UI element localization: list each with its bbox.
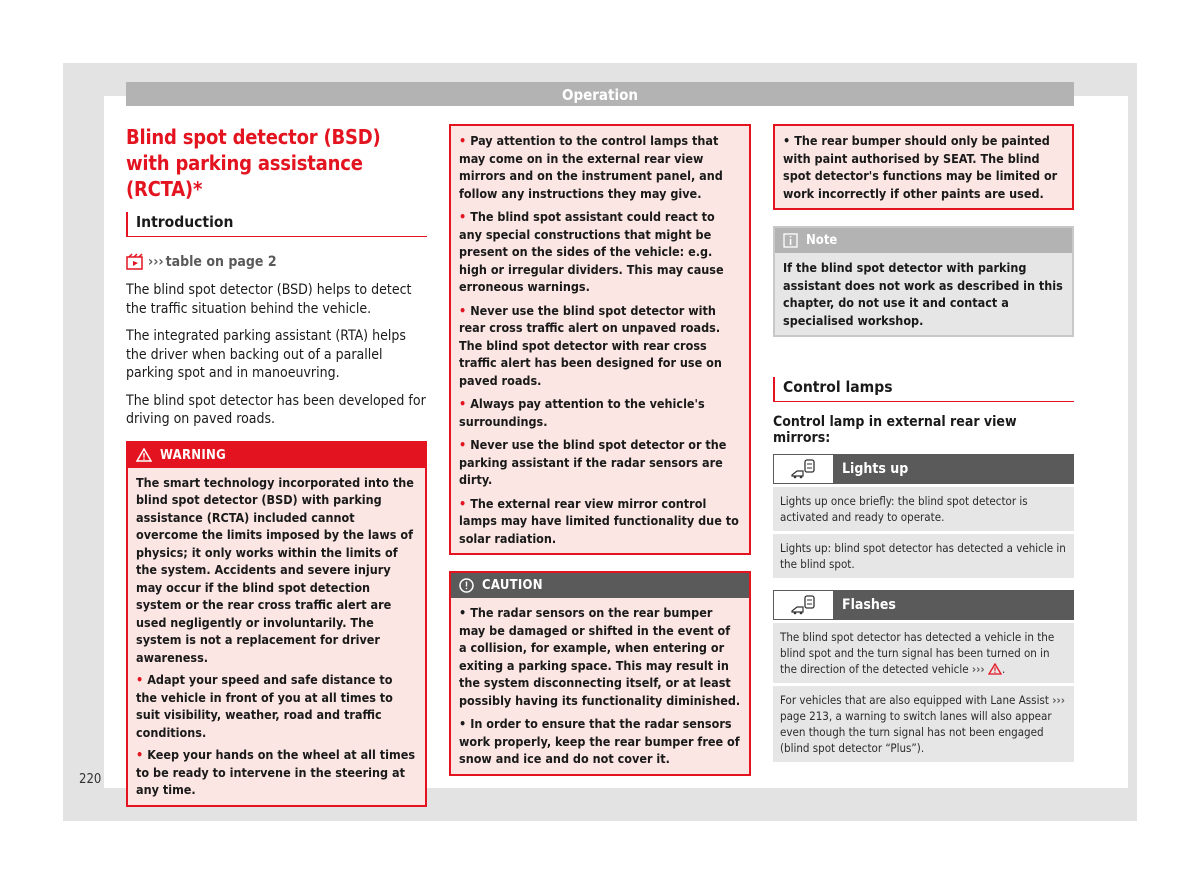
warning-bullet: • Pay attention to the control lamps that may come on in the external rear view mirrors and on the instrument panel, and follow any instructions they may give. — [459, 133, 723, 201]
intro-paragraph: The blind spot detector (BSD) helps to detect the traffic situation behind the vehicle. — [126, 282, 412, 317]
lamp-description: Lights up once briefly: the blind spot detector is activated and ready to operate. — [773, 487, 1074, 531]
warning-continuation-box — [449, 124, 751, 555]
section-heading-introduction: Introduction — [126, 212, 427, 237]
page-number: 220 — [79, 772, 102, 787]
lamp-description: For vehicles that are also equipped with Lane Assist ››› page 213, a warning to switch lanes will also appear even though the turn signal has not been engaged (blind spot detector “Plus”). — [773, 686, 1074, 762]
bullet-icon: • — [459, 495, 467, 511]
lamp-description: The blind spot detector has detected a vehicle in the blind spot and the turn signal has been turned on in the direction of the detected vehicle ››› . — [773, 623, 1074, 683]
caution-continuation-box — [773, 124, 1074, 210]
note-body: If the blind spot detector with parking assistant does not work as described in this chapter, do not use it and contact a specialised workshop. — [775, 253, 1072, 335]
table-reference-label: table on page 2 — [165, 254, 277, 270]
section-header: Operation — [126, 82, 1074, 106]
caution-circle-icon — [459, 578, 474, 593]
warning-label: WARNING — [160, 447, 227, 463]
bullet-icon: • — [459, 396, 467, 411]
warning-bullet: • Never use the blind spot detector with rear cross traffic alert on unpaved roads. The blind spot detector with rear cross traffic alert has been designed for use on paved roads. — [459, 302, 722, 388]
warning-bullet: • Always pay attention to the vehicle's surroundings. — [459, 396, 705, 429]
mirror-lamp-icon — [773, 590, 834, 620]
warning-header — [128, 443, 425, 468]
caution-header — [451, 573, 749, 598]
intro-paragraph: The integrated parking assistant (RTA) helps the driver when backing out of a parallel parking spot and in manoeuvring. — [126, 328, 406, 381]
note-box — [773, 226, 1074, 337]
intro-paragraph: The blind spot detector has been developed for driving on paved roads. — [126, 392, 426, 427]
bullet-icon: • — [783, 133, 791, 148]
warning-intro: The smart technology incorporated into the blind spot detector (BSD) with parking assistance (RCTA) included cannot overcome the limits imposed by the laws of physics; it only works within the limits of the system. Accidents and severe injury may occur if the blind spot detection system or the rear cross traffic alert are used negligently or involuntarily. The system is not a replacement for driver awareness. — [136, 474, 414, 665]
lamp-title: Flashes — [842, 597, 896, 613]
warning-bullet: • Adapt your speed and safe distance to the vehicle in front of you at all times to suit visibility, weather, road and traffic conditions. — [136, 672, 393, 740]
column-3 — [773, 124, 1074, 762]
bullet-icon: • — [459, 437, 467, 452]
warning-body — [128, 468, 425, 805]
caution-label: CAUTION — [482, 578, 543, 593]
table-reference[interactable] — [126, 253, 427, 271]
lamp-title: Lights up — [842, 461, 909, 477]
caution-bullet: • In order to ensure that the radar sensors work properly, keep the rear bumper free of snow and ice and do not cover it. — [459, 716, 740, 766]
caution-body — [451, 598, 749, 774]
column-1 — [126, 124, 427, 807]
caution-box — [449, 571, 751, 776]
note-header — [775, 228, 1072, 253]
warning-bullet: • The blind spot assistant could react to any special constructions that might be present on the sides of the vehicle: e.g. high or irregular dividers. This may cause erroneous warnings. — [459, 209, 724, 294]
chevron-link-icon[interactable]: ››› — [1052, 693, 1065, 707]
warning-triangle-icon — [136, 448, 152, 462]
caution-bullet: • The rear bumper should only be painted with paint authorised by SEAT. The blind spot detector's functions may be limited or work incorrectly if other paints are used. — [783, 133, 1058, 201]
section-heading-control-lamps: Control lamps — [773, 377, 1074, 402]
chevron-link-icon: ››› — [148, 254, 164, 270]
bullet-icon: • — [459, 133, 467, 148]
bullet-icon: • — [459, 716, 467, 731]
note-label: Note — [806, 233, 838, 248]
chevron-link-icon[interactable]: ››› — [971, 662, 985, 676]
page-title: Blind spot detector (BSD) with parking assistance (RCTA)* — [126, 125, 381, 201]
video-table-icon — [126, 253, 146, 271]
lamp-header-lights-up — [773, 454, 1074, 484]
warning-triangle-icon — [988, 663, 1002, 675]
lamp-description: Lights up: blind spot detector has detected a vehicle in the blind spot. — [773, 534, 1074, 578]
sub-heading: Control lamp in external rear view mirrors: — [773, 414, 1017, 446]
bullet-icon: • — [459, 302, 467, 318]
caution-bullet: • The radar sensors on the rear bumper may be damaged or shifted in the event of a collision, for example, when entering or exiting a parking space. This may result in the system disconnecting itself, or at least possibly having its functionality diminished. — [459, 605, 741, 708]
warning-bullet: • Never use the blind spot detector or the parking assistant if the radar sensors are dirty. — [459, 437, 727, 487]
warning-bullet: • The external rear view mirror control lamps may have limited functionality due to solar radiation. — [459, 495, 739, 546]
warning-box — [126, 441, 427, 807]
bullet-icon: • — [136, 672, 144, 687]
bullet-icon: • — [459, 605, 467, 620]
lamp-header-flashes — [773, 590, 1074, 620]
info-icon — [783, 233, 798, 248]
warning-bullet: • Keep your hands on the wheel at all times to be ready to intervene in the steering at any time. — [136, 747, 416, 797]
column-2 — [449, 124, 751, 776]
bullet-icon: • — [136, 747, 144, 762]
bullet-icon: • — [459, 209, 467, 224]
mirror-lamp-icon — [773, 454, 834, 484]
